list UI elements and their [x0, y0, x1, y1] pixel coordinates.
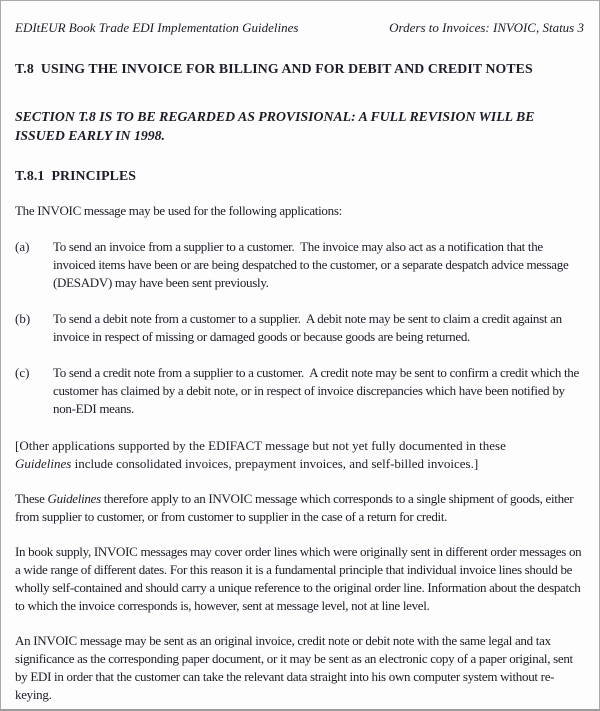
header-right-title: Orders to Invoices: INVOIC, Status 3 — [389, 20, 584, 35]
running-header — [15, 19, 584, 37]
item-label: (a) — [15, 239, 30, 254]
section-heading: T.8 USING THE INVOICE FOR BILLING AND FOR DEBIT AND CREDIT NOTES — [15, 61, 533, 76]
item-text: To send a credit note from a supplier to a customer. A credit note may be sent to confirm a credit which the customer has claimed by a debit note, or in respect of invoice discrepancies which have been notified by non-EDI means. — [53, 365, 582, 416]
application-item-a — [15, 238, 584, 292]
guidelines-paragraph — [15, 490, 584, 526]
bracket-note-pre: [Other applications supported by the EDIFACT message but not yet fully documented in these — [15, 438, 510, 453]
header-left-title: EDItEUR Book Trade EDI Implementation Guidelines — [15, 20, 299, 35]
bracket-note-post: include consolidated invoices, prepayment invoices, and self-billed invoices.] — [71, 456, 479, 471]
application-item-b — [15, 310, 584, 346]
intro-paragraph: The INVOIC message may be used for the following applications: — [15, 203, 342, 218]
subsection-heading: T.8.1 PRINCIPLES — [15, 168, 137, 183]
item-text: To send an invoice from a supplier to a customer. The invoice may also act as a notification that the invoiced items have been or are being despatched to the customer, or a separate despatch advice message (DESADV) may have been sent previously. — [53, 239, 572, 290]
guidelines-italic: Guidelines — [47, 491, 101, 506]
bracket-note-paragraph — [15, 437, 563, 473]
bracket-note-italic: Guidelines — [15, 456, 72, 471]
item-label: (b) — [15, 311, 31, 326]
book-supply-paragraph: In book supply, INVOIC messages may cover order lines which were originally sent in different order messages on a wide range of different dates. For this reason it is a fundamental principle that individual invoice lines should be wholly self-contained and should carry a unique reference to the original order line. Information about the despatch to which the invoice corresponds is, however, sent at message level, not at line level. — [15, 544, 585, 613]
provisional-notice: SECTION T.8 IS TO BE REGARDED AS PROVISIONAL: A FULL REVISION WILL BE ISSUED EARLY IN 1998. — [15, 109, 538, 143]
application-item-c — [15, 364, 584, 418]
closing-paragraph: An INVOIC message may be sent as an original invoice, credit note or debit note with the same legal and tax significance as the corresponding paper document, or it may be sent as an electronic copy of a paper original, sent by EDI in order that the customer can take the relevant data straight into his own computer system without re-keying. — [15, 633, 576, 702]
guidelines-pre: These — [15, 491, 48, 506]
item-label: (c) — [15, 365, 30, 380]
guidelines-post: therefore apply to an INVOIC message which corresponds to a single shipment of goods, either from supplier to customer, or from customer to supplier in the case of a return for credit. — [15, 491, 577, 524]
item-text: To send a debit note from a customer to a supplier. A debit note may be sent to claim a credit against an invoice in respect of missing or damaged goods or because goods are being returned. — [53, 311, 565, 344]
